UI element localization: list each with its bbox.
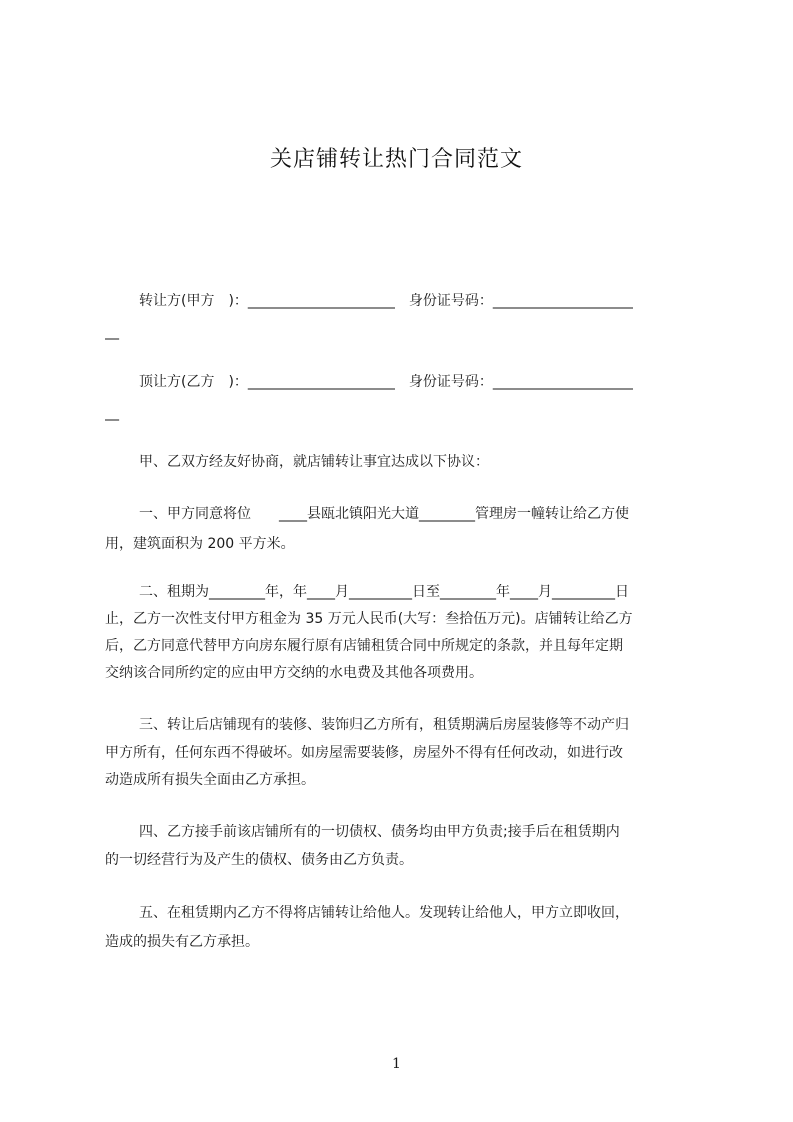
clause-1-line-1: 一、甲方同意将位 ____县瓯北镇阳光大道________管理房一幢转让给乙方使 [139,506,629,522]
clause-4-line-2: 的一切经营行为及产生的债权、债务由乙方负责。 [105,852,413,868]
party-a-line-continuation: __ [105,324,119,340]
agreement-intro: 甲、乙双方经友好协商，就店铺转让事宜达成以下协议： [139,454,489,470]
clause-2-line-3: 后，乙方同意代替甲方向房东履行原有店铺租赁合同中所规定的条款，并且每年定期 [105,638,623,654]
document-title: 关店铺转让热门合同范文 [269,147,523,172]
clause-3-line-3: 动造成所有损失全面由乙方承担。 [105,772,315,788]
clause-4-line-1: 四、乙方接手前该店铺所有的一切债权、债务均由甲方负责;接手后在租赁期内 [139,824,620,840]
party-a-line: 转让方(甲方 )：_____________________ 身份证号码：____________________ [139,293,633,309]
party-b-line: 顶让方(乙方 )：_____________________ 身份证号码：____________________ [139,374,633,390]
clause-3-line-2: 甲方所有，任何东西不得破坏。如房屋需要装修，房屋外不得有任何改动，如进行改 [105,745,623,761]
page-number: 1 [392,1056,401,1072]
clause-3-line-1: 三、转让后店铺现有的装修、装饰归乙方所有，租赁期满后房屋装修等不动产归 [139,717,629,733]
clause-2-line-1: 二、租期为________年，年____月_________日至________年____月_________日 [139,584,629,600]
clause-1-line-2: 用，建筑面积为 200 平方米。 [105,536,295,552]
clause-2-line-4: 交纳该合同所约定的应由甲方交纳的水电费及其他各项费用。 [105,665,483,681]
clause-5-line-1: 五、在租赁期内乙方不得将店铺转让给他人。发现转让给他人，甲方立即收回， [139,905,629,921]
clause-2-line-2: 止，乙方一次性支付甲方租金为 35 万元人民币(大写：叁拾伍万元)。店铺转让给乙方 [105,611,633,627]
clause-5-line-2: 造成的损失有乙方承担。 [105,934,259,950]
party-b-line-continuation: __ [105,405,119,421]
